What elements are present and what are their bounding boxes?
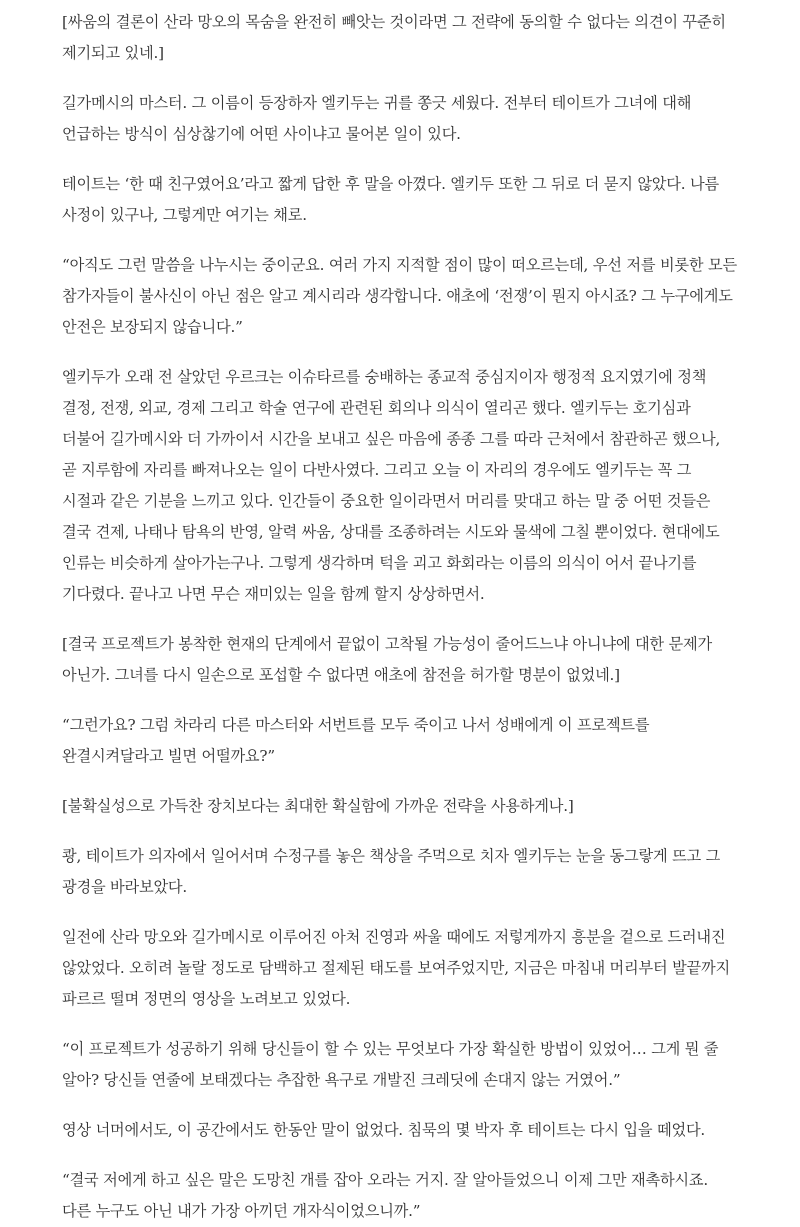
paragraph: “아직도 그런 말씀을 나누시는 중이군요. 여러 가지 지적할 점이 많이 떠오르는데, 우선 저를 비롯한 모든 참가자들이 불사신이 아닌 점은 알고 계시리라 생각합니다. 애초에 ‘전쟁’이 뭔지 아시죠? 그 누구에게도 안전은 보장되지 않습니다.” [62,256,737,336]
paragraph: 쾅, 테이트가 의자에서 일어서며 수정구를 놓은 책상을 주먹으로 치자 엘키두는 눈을 동그랗게 뜨고 그 광경을 바라보았다. [62,847,721,896]
paragraph: 테이트는 ‘한 때 친구였어요’라고 짧게 답한 후 말을 아꼈다. 엘키두 또한 그 뒤로 더 묻지 않았다. 나름 사정이 있구나, 그렇게만 여기는 채로. [62,175,719,224]
paragraph: [싸움의 결론이 산라 망오의 목숨을 완전히 빼앗는 것이라면 그 전략에 동의할 수 없다는 의견이 꾸준히 제기되고 있네.] [62,13,726,62]
paragraph: “이 프로젝트가 성공하기 위해 당신들이 할 수 있는 무엇보다 가장 확실한 방법이 있었어… 그게 뭔 줄 알아? 당신들 연줄에 보태겠다는 추잡한 욕구로 개발진 크레딧에 손대지 않는 거였어.” [62,1040,719,1089]
paragraph: 영상 너머에서도, 이 공간에서도 한동안 말이 없었다. 침묵의 몇 박자 후 테이트는 다시 입을 떼었다. [62,1121,706,1139]
paragraph: 일전에 산라 망오와 길가메시로 이루어진 아처 진영과 싸울 때에도 저렇게까지 흥분을 겉으로 드러내진 않았었다. 오히려 놀랄 정도로 담백하고 절제된 태도를 보여주었지만, 지금은 마침내 머리부터 발끝까지 파르르 떨며 정면의 영상을 노려보고 있었다. [62,928,730,1008]
paragraph: “결국 저에게 하고 싶은 말은 도망친 개를 잡아 오라는 거지. 잘 알아들었으니 이제 그만 재촉하시죠. 다른 누구도 아닌 내가 가장 아끼던 개자식이었으니까.” [62,1171,708,1220]
paragraph: 길가메시의 마스터. 그 이름이 등장하자 엘키두는 귀를 쫑긋 세웠다. 전부터 테이트가 그녀에 대해 언급하는 방식이 심상찮기에 어떤 사이냐고 물어본 일이 있다. [62,94,692,143]
paragraph: 엘키두가 오래 전 살았던 우르크는 이슈타르를 숭배하는 종교적 중심지이자 행정적 요지였기에 정책 결정, 전쟁, 외교, 경제 그리고 학술 연구에 관련된 회의나 의식이 열리곤 했다. 엘키두는 호기심과 더불어 길가메시와 더 가까이서 시간을 보내고 싶은 마음에 종종 그를 따라 근처에서 참관하곤 했으나, 곧 지루함에 자리를 빠져나오는 일이 다반사였다. 그리고 오늘 이 자리의 경우에도 엘키두는 꼭 그 시절과 같은 기분을 느끼고 있다. 인간들이 중요한 일이라면서 머리를 맞대고 하는 말 중 어떤 것들은 결국 견제, 나태나 탐욕의 반영, 알력 싸움, 상대를 조종하려는 시도와 물색에 그칠 뿐이었다. 현대에도 인류는 비슷하게 살아가는구나. 그렇게 생각하며 턱을 괴고 화회라는 이름의 의식이 어서 끝나기를 기다렸다. 끝나고 나면 무슨 재미있는 일을 함께 할지 상상하면서. [62,368,721,603]
paragraph: “그런가요? 그럼 차라리 다른 마스터와 서번트를 모두 죽이고 나서 성배에게 이 프로젝트를 완결시켜달라고 빌면 어떨까요?” [62,716,650,765]
paragraph: [결국 프로젝트가 봉착한 현재의 단계에서 끝없이 고착될 가능성이 줄어드느냐 아니냐에 대한 문제가 아닌가. 그녀를 다시 일손으로 포섭할 수 없다면 애초에 참전을 허가할 명분이 없었네.] [62,635,712,684]
paragraph: [불확실성으로 가득찬 장치보다는 최대한 확실함에 가까운 전략을 사용하게나.] [62,797,574,815]
